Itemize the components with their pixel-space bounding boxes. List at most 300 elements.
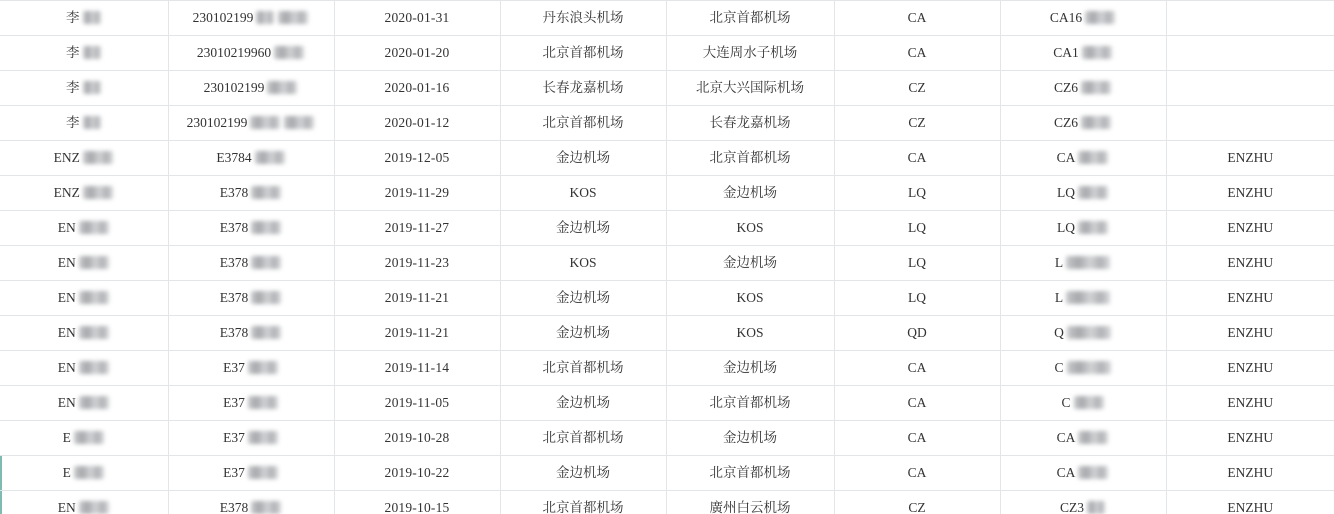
cell-name[interactable] [0,421,168,456]
cell-airline_code[interactable] [834,281,1000,316]
cell-text: LQ [908,290,926,305]
cell-content-remark [1227,176,1273,210]
cell-id_number[interactable] [168,141,334,176]
cell-arrival[interactable] [666,491,834,514]
redacted-text-block [1078,151,1108,164]
cell-text: E37 [223,430,245,445]
cell-name[interactable] [0,456,168,491]
cell-flight_number[interactable] [1000,211,1166,246]
cell-remark[interactable] [1166,456,1334,491]
cell-flight_number[interactable] [1000,106,1166,141]
cell-date[interactable] [334,421,500,456]
cell-content-airline_code [908,1,927,35]
cell-content-name [58,491,110,514]
cell-content-airline_code [908,36,927,70]
cell-text: ENZ [53,185,80,200]
cell-arrival[interactable] [666,281,834,316]
cell-content-date [385,456,450,490]
cell-airline_code[interactable] [834,456,1000,491]
redacted-text-block [1087,501,1105,514]
cell-content-arrival [696,71,804,105]
cell-content-airline_code [908,491,925,514]
cell-date[interactable] [334,491,500,514]
cell-text: EN [57,290,76,305]
cell-name[interactable] [0,1,168,36]
table-row[interactable] [0,1,1334,36]
cell-flight_number[interactable] [1000,176,1166,211]
cell-text: 大连周水子机场 [702,45,798,60]
cell-content-name [58,316,110,350]
cell-text: 2019-11-21 [384,325,450,340]
cell-text: KOS [736,290,764,305]
cell-text: Q [1054,325,1064,340]
cell-text: 2020-01-20 [384,45,450,60]
redacted-text-block [255,151,285,164]
cell-content-date [385,316,450,350]
redacted-text-block [79,256,109,269]
redacted-text-block [1074,396,1104,409]
cell-content-id_number [223,456,279,490]
cell-remark[interactable] [1166,386,1334,421]
cell-text: KOS [569,255,597,270]
cell-content-remark [1227,491,1273,514]
cell-text: 李 [66,115,80,130]
cell-text: CA [907,430,927,445]
cell-departure[interactable] [500,106,666,141]
cell-text: 金边机场 [723,255,777,270]
cell-text: ENZHU [1227,325,1274,340]
redacted-text-block [278,11,308,24]
cell-airline_code[interactable] [834,71,1000,106]
cell-content-date [385,386,450,420]
cell-content-airline_code [908,176,926,210]
cell-text: LQ [1057,220,1075,235]
cell-content-flight_number [1055,281,1111,315]
cell-arrival[interactable] [666,421,834,456]
cell-airline_code[interactable] [834,1,1000,36]
cell-text: ENZHU [1227,150,1274,165]
cell-content-departure [556,316,610,350]
cell-content-id_number [223,421,279,455]
cell-flight_number[interactable] [1000,71,1166,106]
cell-text: 2020-01-12 [384,115,450,130]
cell-text: E378 [219,290,249,305]
cell-arrival[interactable] [666,141,834,176]
cell-text: ENZHU [1227,465,1274,480]
table-row[interactable] [0,36,1334,71]
cell-text: 金边机场 [556,290,610,305]
cell-name[interactable] [0,246,168,281]
cell-text: 长春龙嘉机场 [709,115,791,130]
cell-content-departure [556,281,610,315]
cell-content-date [385,351,450,385]
cell-departure[interactable] [500,1,666,36]
cell-id_number[interactable] [168,281,334,316]
cell-airline_code[interactable] [834,176,1000,211]
table-row[interactable] [0,71,1334,106]
cell-text: CZ6 [1053,80,1078,95]
cell-content-arrival [710,386,791,420]
cell-text: LQ [1057,185,1075,200]
cell-arrival[interactable] [666,106,834,141]
redacted-text-block [79,361,109,374]
redacted-text-block [250,116,280,129]
cell-arrival[interactable] [666,211,834,246]
cell-date[interactable] [334,351,500,386]
cell-text: 北京首都机场 [542,45,624,60]
cell-text: 2020-01-16 [384,80,450,95]
table-row[interactable] [0,176,1334,211]
cell-id_number[interactable] [168,246,334,281]
redacted-text-block [1067,326,1111,339]
cell-arrival[interactable] [666,351,834,386]
cell-text: CZ [908,80,926,95]
cell-airline_code[interactable] [834,36,1000,71]
cell-remark[interactable] [1166,106,1334,141]
cell-date[interactable] [334,316,500,351]
cell-arrival[interactable] [666,71,834,106]
cell-id_number[interactable] [168,456,334,491]
cell-content-id_number [220,211,283,245]
cell-flight_number[interactable] [1000,386,1166,421]
cell-text: 2019-11-14 [384,360,450,375]
cell-text: 金边机场 [723,185,777,200]
cell-remark[interactable] [1166,491,1334,514]
cell-text: 2019-11-21 [384,290,450,305]
table-row[interactable] [0,211,1334,246]
cell-text: ENZHU [1227,360,1274,375]
cell-departure[interactable] [500,71,666,106]
cell-flight_number[interactable] [1000,36,1166,71]
cell-flight_number[interactable] [1000,456,1166,491]
cell-remark[interactable] [1166,36,1334,71]
cell-text: CA [907,45,927,60]
cell-text: C [1061,395,1071,410]
cell-text: CA [1056,465,1076,480]
cell-content-departure [543,36,624,70]
cell-content-flight_number [1057,456,1110,490]
cell-id_number[interactable] [168,1,334,36]
cell-remark[interactable] [1166,246,1334,281]
cell-content-departure [556,141,610,175]
cell-text: 北京首都机场 [542,115,624,130]
cell-text: 金边机场 [556,150,610,165]
redacted-text-block [251,221,281,234]
cell-id_number[interactable] [168,106,334,141]
cell-text: QD [907,325,927,340]
cell-id_number[interactable] [168,421,334,456]
cell-content-remark [1227,456,1273,490]
cell-id_number[interactable] [168,386,334,421]
cell-name[interactable] [0,141,168,176]
cell-remark[interactable] [1166,281,1334,316]
cell-text: 金边机场 [723,430,777,445]
cell-text: 北京首都机场 [709,395,791,410]
cell-name[interactable] [0,491,168,514]
cell-content-name [54,141,114,175]
cell-text: ENZHU [1227,500,1274,514]
cell-departure[interactable] [500,246,666,281]
cell-content-id_number [197,36,305,70]
cell-flight_number[interactable] [1000,246,1166,281]
cell-date[interactable] [334,71,500,106]
cell-airline_code[interactable] [834,491,1000,514]
cell-remark[interactable] [1166,351,1334,386]
table-row[interactable] [0,281,1334,316]
redacted-text-block [1081,81,1111,94]
cell-content-date [385,491,450,514]
cell-arrival[interactable] [666,456,834,491]
cell-text: 金边机场 [556,325,610,340]
cell-departure[interactable] [500,281,666,316]
cell-id_number[interactable] [168,491,334,514]
cell-name[interactable] [0,211,168,246]
table-row[interactable] [0,491,1334,514]
cell-departure[interactable] [500,351,666,386]
cell-text: 丹东浪头机场 [542,10,624,25]
cell-remark[interactable] [1166,421,1334,456]
cell-arrival[interactable] [666,1,834,36]
cell-content-date [385,36,450,70]
cell-departure[interactable] [500,141,666,176]
cell-id_number[interactable] [168,176,334,211]
cell-content-date [385,176,450,210]
cell-text: CZ6 [1053,115,1078,130]
cell-date[interactable] [334,246,500,281]
table-row[interactable] [0,386,1334,421]
cell-text: CA [907,360,927,375]
cell-remark[interactable] [1166,1,1334,36]
cell-date[interactable] [334,1,500,36]
cell-name[interactable] [0,176,168,211]
cell-flight_number[interactable] [1000,316,1166,351]
cell-text: 2019-11-23 [384,255,450,270]
cell-airline_code[interactable] [834,316,1000,351]
cell-departure[interactable] [500,386,666,421]
cell-id_number[interactable] [168,351,334,386]
cell-remark[interactable] [1166,141,1334,176]
redacted-text-block [274,46,304,59]
cell-text: 金边机场 [556,465,610,480]
cell-text: KOS [736,220,764,235]
cell-airline_code[interactable] [834,351,1000,386]
cell-flight_number[interactable] [1000,1,1166,36]
cell-text: ENZHU [1227,185,1274,200]
cell-text: CA [907,465,927,480]
cell-content-name [63,421,105,455]
cell-content-remark [1227,421,1273,455]
cell-text: CA16 [1049,10,1083,25]
cell-name[interactable] [0,71,168,106]
redacted-text-block [1085,11,1115,24]
cell-text: L [1054,290,1064,305]
cell-text: KOS [569,185,597,200]
cell-remark[interactable] [1166,316,1334,351]
cell-name[interactable] [0,36,168,71]
cell-text: E378 [219,325,249,340]
cell-content-flight_number [1054,351,1111,385]
table-row[interactable] [0,316,1334,351]
cell-departure[interactable] [500,211,666,246]
cell-content-date [385,281,450,315]
cell-content-date [385,421,450,455]
cell-text: LQ [908,255,926,270]
redacted-text-block [83,151,113,164]
table-row[interactable] [0,141,1334,176]
cell-arrival[interactable] [666,176,834,211]
table-row[interactable] [0,351,1334,386]
cell-date[interactable] [334,106,500,141]
cell-arrival[interactable] [666,36,834,71]
cell-id_number[interactable] [168,211,334,246]
cell-content-name [66,36,102,70]
cell-airline_code[interactable] [834,211,1000,246]
cell-date[interactable] [334,456,500,491]
cell-content-arrival [703,36,798,70]
cell-content-airline_code [908,421,927,455]
cell-text: C [1054,360,1064,375]
cell-name[interactable] [0,106,168,141]
cell-remark[interactable] [1166,211,1334,246]
cell-flight_number[interactable] [1000,141,1166,176]
cell-arrival[interactable] [666,316,834,351]
cell-content-name [54,176,114,210]
cell-content-arrival [723,246,777,280]
cell-text: ENZHU [1227,290,1274,305]
redacted-text-block [79,396,109,409]
redacted-text-block [248,396,278,409]
cell-text: 230102199 [192,10,254,25]
cell-text: 长春龙嘉机场 [542,80,624,95]
cell-name[interactable] [0,281,168,316]
cell-content-date [385,71,450,105]
redacted-text-block [83,46,101,59]
table-row[interactable] [0,106,1334,141]
cell-departure[interactable] [500,421,666,456]
cell-remark[interactable] [1166,176,1334,211]
cell-content-id_number [220,246,283,280]
cell-content-date [385,106,450,140]
cell-content-airline_code [908,246,926,280]
cell-id_number[interactable] [168,36,334,71]
cell-text: LQ [908,220,926,235]
redacted-text-block [1066,291,1110,304]
table-row[interactable] [0,456,1334,491]
cell-flight_number[interactable] [1000,421,1166,456]
redacted-text-block [284,116,314,129]
cell-content-arrival [723,421,777,455]
cell-airline_code[interactable] [834,141,1000,176]
cell-date[interactable] [334,386,500,421]
cell-text: CZ3 [1059,500,1084,514]
cell-content-airline_code [908,351,927,385]
cell-content-departure [543,1,624,35]
cell-flight_number[interactable] [1000,351,1166,386]
cell-name[interactable] [0,316,168,351]
cell-departure[interactable] [500,491,666,514]
cell-date[interactable] [334,36,500,71]
redacted-text-block [1078,431,1108,444]
redacted-text-block [251,186,281,199]
cell-text: 廣州白云机场 [709,500,791,514]
redacted-text-block [79,291,109,304]
cell-content-airline_code [908,71,925,105]
cell-content-name [58,281,110,315]
cell-text: 2019-11-05 [384,395,450,410]
redacted-text-block [251,291,281,304]
cell-text: 2019-10-28 [384,430,450,445]
redacted-text-block [79,326,109,339]
cell-text: E3784 [216,150,252,165]
cell-airline_code[interactable] [834,421,1000,456]
cell-text: 230102199 [186,115,248,130]
cell-text: ENZ [53,150,80,165]
cell-date[interactable] [334,141,500,176]
cell-id_number[interactable] [168,71,334,106]
redacted-text-block [74,466,104,479]
cell-name[interactable] [0,386,168,421]
cell-content-departure [543,491,624,514]
cell-arrival[interactable] [666,246,834,281]
cell-content-name [66,106,102,140]
cell-text: 北京首都机场 [709,10,791,25]
cell-departure[interactable] [500,176,666,211]
cell-arrival[interactable] [666,386,834,421]
redacted-text-block [1078,221,1108,234]
cell-text: E37 [223,395,245,410]
table-row[interactable] [0,246,1334,281]
cell-date[interactable] [334,281,500,316]
cell-content-arrival [710,106,791,140]
cell-content-id_number [223,351,279,385]
table-row[interactable] [0,421,1334,456]
cell-content-airline_code [908,281,926,315]
redacted-text-block [248,466,278,479]
cell-id_number[interactable] [168,316,334,351]
cell-date[interactable] [334,211,500,246]
cell-flight_number[interactable] [1000,491,1166,514]
cell-airline_code[interactable] [834,246,1000,281]
cell-text: 2019-11-29 [384,185,450,200]
cell-text: 2019-10-22 [384,465,450,480]
redacted-text-block [256,11,274,24]
cell-content-departure [543,106,624,140]
redacted-text-block [248,431,278,444]
redacted-text-block [79,501,109,514]
cell-content-arrival [710,1,791,35]
redacted-text-block [1067,361,1111,374]
cell-content-remark [1227,386,1273,420]
cell-date[interactable] [334,176,500,211]
cell-content-departure [543,421,624,455]
cell-content-remark [1227,281,1273,315]
cell-airline_code[interactable] [834,106,1000,141]
cell-departure[interactable] [500,456,666,491]
cell-departure[interactable] [500,316,666,351]
cell-text: CA [1056,430,1076,445]
cell-departure[interactable] [500,36,666,71]
cell-flight_number[interactable] [1000,281,1166,316]
cell-name[interactable] [0,351,168,386]
cell-airline_code[interactable] [834,386,1000,421]
redacted-text-block [83,186,113,199]
row-selection-marker [0,491,2,514]
cell-content-flight_number [1054,316,1112,350]
cell-content-airline_code [907,316,927,350]
cell-text: CA [907,395,927,410]
cell-remark[interactable] [1166,71,1334,106]
cell-content-arrival [736,211,763,245]
